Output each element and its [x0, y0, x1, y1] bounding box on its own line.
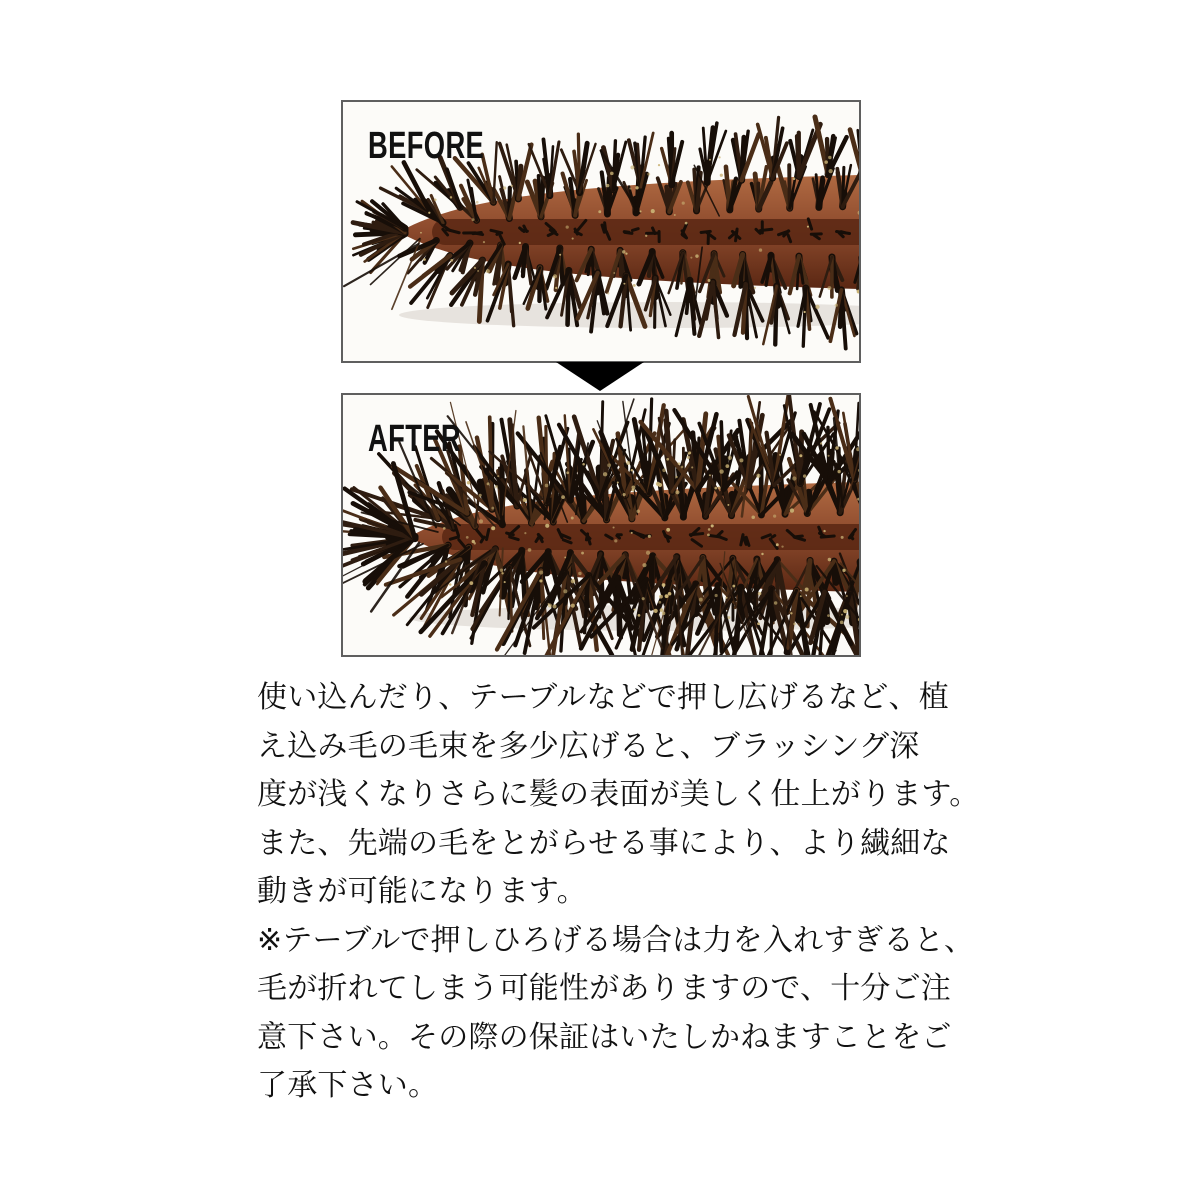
description-line: え込み毛の毛束を多少広げると、ブラッシング深 — [257, 729, 920, 763]
description-line: 度が浅くなりさらに髪の表面が美しく仕上がります。 — [257, 778, 980, 811]
description-line: 了承下さい。 — [257, 1069, 439, 1102]
description-line: 意下さい。その際の保証はいたしかねますことをご — [257, 1020, 952, 1054]
after-label: AFTER — [368, 418, 461, 460]
before-label: BEFORE — [368, 125, 485, 167]
description-line: また、先端の毛をとがらせる事により、より繊細な — [257, 826, 951, 860]
down-arrow-icon — [556, 362, 644, 391]
before-photo-panel — [341, 100, 861, 363]
description-line: 動きが可能になります。 — [257, 875, 587, 908]
description-line: 毛が折れてしまう可能性がありますので、十分ご注 — [257, 972, 951, 1005]
description-line: ※テーブルで押しひろげる場合は力を入れすぎると、 — [257, 923, 975, 957]
after-photo-panel — [341, 393, 861, 657]
description-line: 使い込んだり、テーブルなどで押し広げるなど、植 — [257, 681, 949, 714]
description-text — [257, 674, 979, 1111]
